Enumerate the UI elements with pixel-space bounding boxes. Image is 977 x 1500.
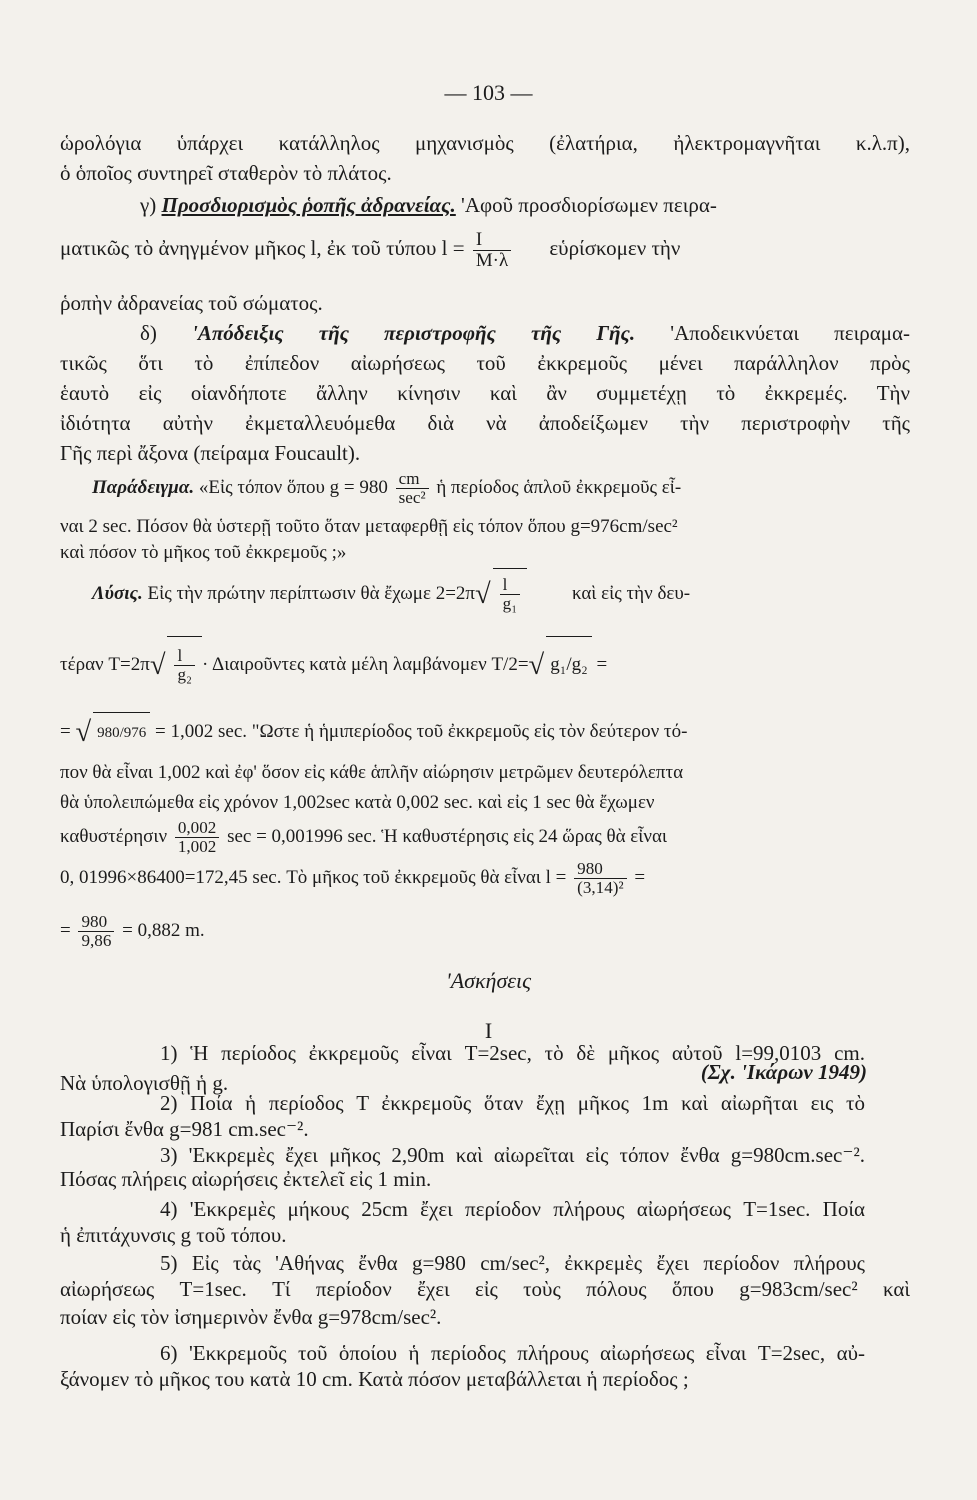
text-line: θὰ ὑπολειπώμεθα εἰς χρόνον 1,002sec κατὰ 0,002 sec. καὶ εἰς 1 sec θὰ ἔχωμεν (60, 792, 655, 813)
text-line: Γῆς περὶ ἄξονα (πείραμα Foucault). (60, 441, 361, 465)
exercise-line: ξάνομεν τὸ μῆκος του κατὰ 10 cm. Κατὰ πόσον μεταβάλλεται ἡ περίοδος ; (60, 1367, 689, 1391)
text-run: «Εἰς τόπον ὅπου g = 980 (194, 477, 388, 498)
section-title: Προσδιορισμὸς ῥοπῆς ἀδρανείας. (161, 193, 456, 217)
text-line: ναι 2 sec. Πόσον θὰ ὑστερῇ τοῦτο ὅταν μεταφερθῇ εἰς τόπον ὅπου g=976cm/sec² (60, 516, 678, 537)
formula-line (60, 636, 910, 692)
solution-label: Λύσις. (92, 583, 143, 604)
fraction (500, 576, 521, 613)
denominator: 9,86 (81, 931, 112, 951)
exercise-line: 6) 'Εκκρεμοῦς τοῦ ὁποίου ἡ περίοδος πλήρους αἰωρήσεως εἶναι T=2sec, αὐ- (160, 1341, 865, 1365)
numerator: 980 (574, 860, 626, 879)
exercise-line: 2) Ποία ἡ περίοδος T ἐκκρεμοῦς ὅταν ἔχῃ μῆκος 1m καὶ αἰωρῆται εις τὸ (160, 1091, 865, 1115)
radicand: g₁/g₂ (546, 636, 592, 693)
example-line (92, 466, 910, 510)
fraction (473, 230, 511, 271)
text-line: ὡρολόγια ὑπάρχει κατάλληλος μηχανισμὸς (ἐλατήρια, ἠλεκτρομαγνῆται κ.λ.π), (60, 131, 910, 155)
text-run: = (60, 920, 71, 941)
section-gamma (140, 192, 910, 218)
numerator: l (174, 647, 195, 666)
exercise-line: 5) Εἰς τὰς 'Αθήνας ἔνθα g=980 cm/sec², ἐκκρεμὲς ἔχει περίοδον πλήρους (160, 1251, 865, 1275)
text-run: = 0,882 m. (117, 920, 205, 941)
formula-line (60, 222, 910, 274)
text-line: τικῶς ὅτι τὸ ἐπίπεδον αἰωρήσεως τοῦ ἐκκρεμοῦς μένει παράλληλον πρὸς (60, 351, 910, 375)
text-line: ὁ ὁποῖος συντηρεῖ σταθερὸν τὸ πλάτος. (60, 161, 392, 185)
text-run: καὶ εἰς τὴν δευ- (571, 583, 691, 604)
solution-line (92, 568, 910, 618)
denominator: (3,14)² (577, 878, 624, 898)
example-label: Παράδειγμα. (92, 477, 195, 498)
numerator: 980 (78, 913, 114, 932)
text-run: = (60, 721, 71, 742)
text-line: ἰδιότητα αὐτὴν ἐκμεταλλευόμεθα διὰ νὰ ἀποδείξωμεν τὴν περιστροφὴν τῆς (60, 411, 910, 435)
numerator: l (500, 576, 521, 595)
section-numeral: I (484, 1018, 493, 1043)
text-run: = 1,002 sec. "Ωστε ἡ ἡμιπερίοδος τοῦ ἐκκρεμοῦς εἰς τὸν δεύτερον τό- (150, 721, 688, 742)
text-run: · Διαιροῦντες κατὰ μέλη λαμβάνομεν T/2= (201, 654, 529, 675)
section-label: γ) (140, 193, 157, 217)
numerator: I (473, 230, 511, 251)
exercise-line: αἰωρήσεως T=1sec. Τί περίοδον ἔχει εἰς τοὺς πόλους ὅπου g=983cm/sec² καὶ (60, 1277, 910, 1301)
denominator: g₂ (177, 665, 192, 685)
radicand: 980/976 (93, 712, 150, 753)
fraction (174, 647, 195, 684)
denominator: sec² (398, 488, 426, 508)
radical-sign: √ (75, 717, 92, 748)
exercise-line: Πόσας πλήρεις αἰωρήσεις ἐκτελεῖ εἰς 1 min. (60, 1167, 432, 1191)
fraction (396, 470, 429, 507)
exercise-line: ἡ ἐπιτάχυνσις g τοῦ τόπου. (60, 1223, 287, 1247)
denominator: M·λ (475, 249, 509, 271)
text-line: καὶ πόσον τὸ μῆκος τοῦ ἐκκρεμοῦς ;» (60, 542, 347, 563)
text-run: = (629, 867, 646, 888)
section-delta (140, 320, 910, 346)
radical-sign: √ (528, 650, 545, 681)
page-number: — 103 — (444, 80, 533, 105)
formula-line (60, 712, 910, 752)
text-line: πον θὰ εἶναι 1,002 καὶ ἐφ' ὅσον εἰς κάθε ἁπλῆν αἰώρησιν μετρῶμεν δευτερόλεπτα (60, 762, 684, 783)
radicand (167, 636, 202, 693)
numerator: 0,002 (175, 819, 219, 838)
denominator: 1,002 (177, 837, 217, 857)
fraction (574, 860, 626, 897)
fraction (78, 913, 114, 950)
exercise-citation: (Σχ. 'Ικάρων 1949) (700, 1060, 867, 1084)
text-run: 0, 01996×86400=172,45 sec. Τὸ μῆκος τοῦ ἐκκρεμοῦς θὰ εἶναι l = (60, 867, 567, 888)
text-line: ἑαυτὸ εἰς οἱανδήποτε ἄλλην κίνησιν καὶ ἂν συμμετέχῃ τὸ ἐκκρεμές. Τὴν (60, 381, 910, 405)
numerator: cm (396, 470, 429, 489)
radicand (493, 568, 528, 619)
exercise-line: 1) Ἡ περίοδος ἐκκρεμοῦς εἶναι T=2sec, τὸ δὲ μῆκος αὐτοῦ l=99,0103 cm. (160, 1041, 865, 1065)
text-run: τέραν T=2π (60, 654, 150, 675)
exercises-heading: 'Ασκήσεις (445, 968, 532, 993)
text-run: ἡ περίοδος ἁπλοῦ ἐκκρεμοῦς εἶ- (431, 477, 682, 498)
formula-line (60, 850, 910, 906)
text-run: Εἰς τὴν πρώτην περίπτωσιν θὰ ἔχωμε 2=2π (142, 583, 476, 604)
text-run: sec = 0,001996 sec. Ἡ καθυστέρησις εἰς 24 ὥρας θὰ εἶναι (227, 826, 668, 847)
text-run: = (591, 654, 608, 675)
formula-line (60, 906, 910, 956)
text-run: καθυστέρησιν (60, 826, 168, 847)
exercise-line: Νὰ ὑπολογισθῇ ἡ g. (60, 1071, 229, 1095)
text-run: ματικῶς τὸ ἀνηγμένον μῆκος l, ἐκ τοῦ τύπου l = (60, 236, 465, 260)
denominator: g₁ (502, 594, 518, 614)
radical-sign: √ (475, 579, 491, 610)
exercise-line: 3) 'Εκκρεμὲς ἔχει μῆκος 2,90m καὶ αἰωρεῖται εἰς τόπον ἔνθα g=980cm.sec⁻². (160, 1143, 865, 1167)
text-line: ῥοπὴν ἀδρανείας τοῦ σώματος. (60, 291, 323, 315)
exercise-line: 4) 'Εκκρεμὲς μήκους 25cm ἔχει περίοδον πλήρους αἰωρήσεως T=1sec. Ποία (160, 1197, 865, 1221)
section-title: 'Απόδειξις τῆς περιστροφῆς τῆς Γῆς. (192, 321, 636, 345)
exercise-line: Παρίσι ἔνθα g=981 cm.sec⁻². (60, 1117, 309, 1141)
text-run: 'Αποδεικνύεται πειραμα- (635, 321, 910, 345)
radical-sign: √ (149, 650, 166, 681)
text-run: 'Αφοῦ προσδιορίσωμεν πειρα- (455, 193, 717, 217)
section-label: δ) (140, 321, 157, 345)
text-run: εὑρίσκομεν τὴν (549, 236, 681, 260)
exercise-line: ποίαν εἰς τὸν ἰσημερινὸν ἔνθα g=978cm/sec². (60, 1305, 442, 1329)
